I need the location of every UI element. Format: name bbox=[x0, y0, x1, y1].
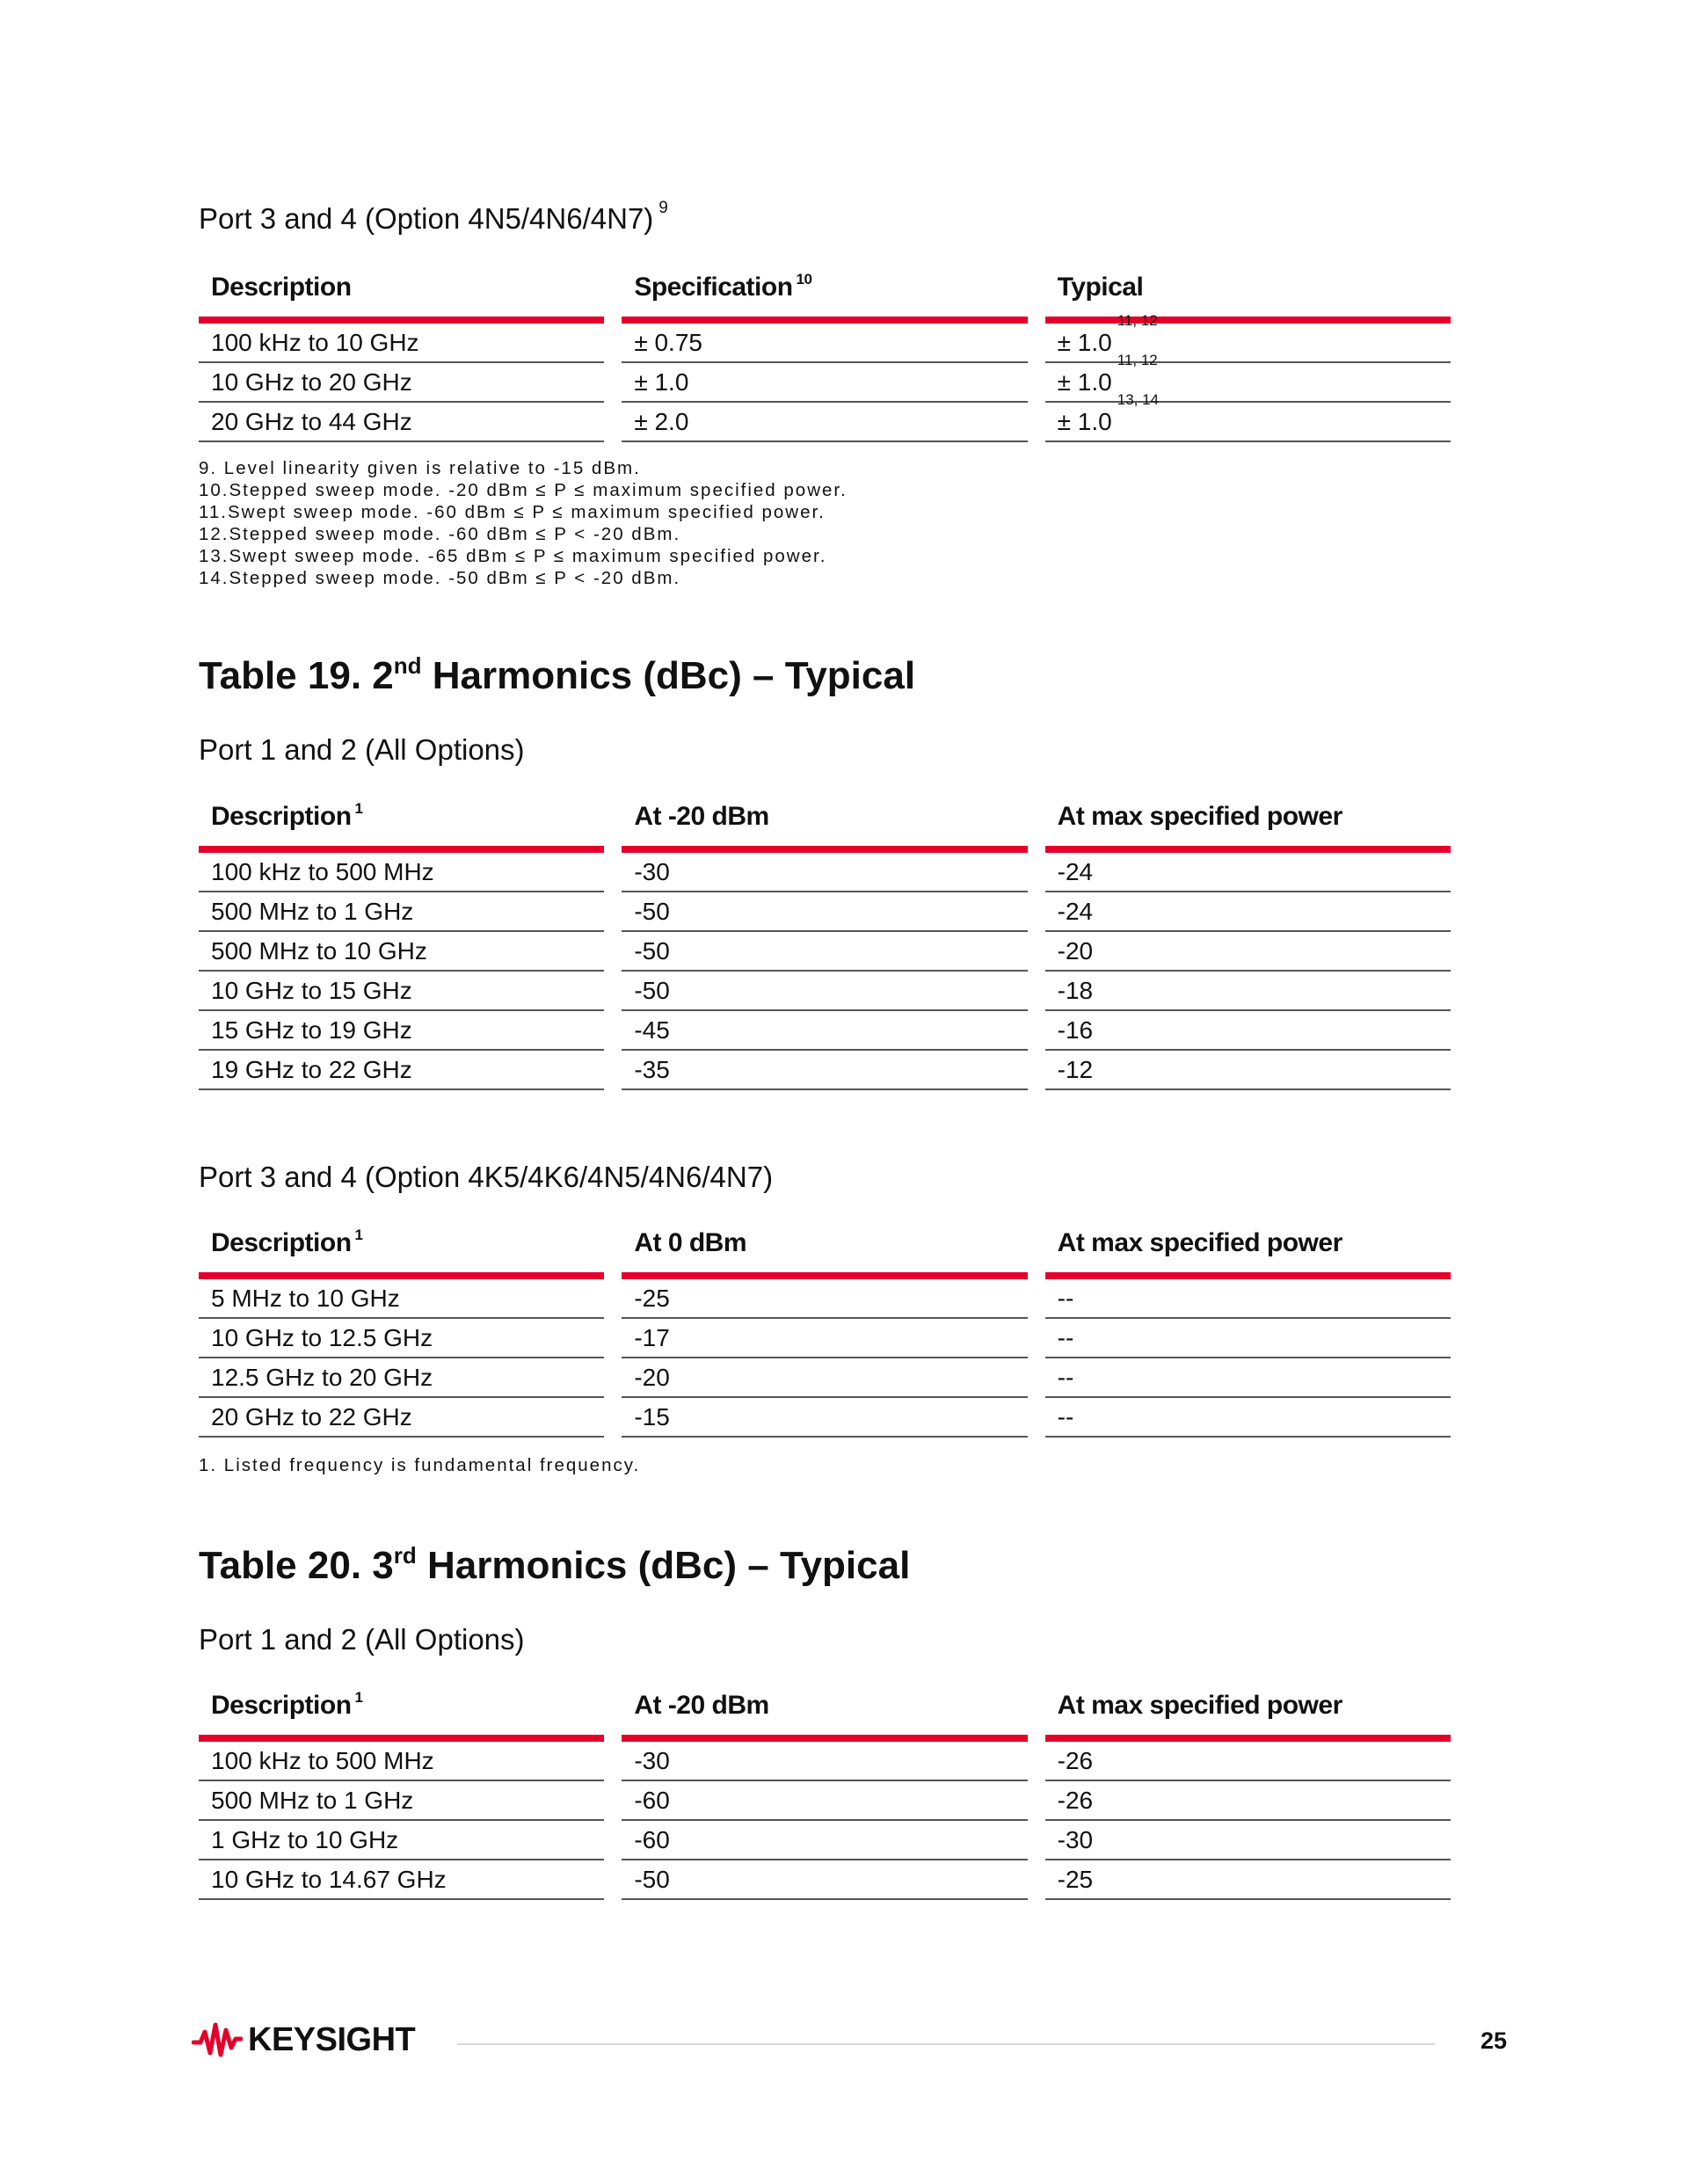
brand-wordmark: KEYSIGHT bbox=[248, 2020, 416, 2058]
table-row: 100 kHz to 500 MHz -30 -26 bbox=[199, 1742, 1451, 1781]
footnote-ref: 1 bbox=[354, 1689, 363, 1706]
table-row: 10 GHz to 12.5 GHz -17 -- bbox=[199, 1319, 1451, 1358]
footnote: 9. Level linearity given is relative to -15 dBm. bbox=[199, 458, 641, 478]
page-number: 25 bbox=[1481, 2027, 1508, 2054]
table-row: 19 GHz to 22 GHz -35 -12 bbox=[199, 1051, 1451, 1090]
table-row: 500 MHz to 1 GHz -50 -24 bbox=[199, 892, 1451, 932]
table-row: 10 GHz to 15 GHz -50 -18 bbox=[199, 972, 1451, 1011]
footer-divider bbox=[457, 2043, 1435, 2045]
keysight-wave-icon bbox=[192, 2020, 243, 2060]
footnotes bbox=[199, 457, 848, 589]
footnotes bbox=[199, 1454, 640, 1476]
column-header-description: Description bbox=[199, 264, 604, 324]
table-row: 20 GHz to 22 GHz -15 -- bbox=[199, 1398, 1451, 1438]
footnote-ref: 1 bbox=[354, 800, 363, 817]
column-header-max-power: At max specified power bbox=[1045, 1682, 1451, 1742]
column-header-max-power: At max specified power bbox=[1045, 793, 1451, 853]
section-title-port-1-2: Port 1 and 2 (All Options) bbox=[199, 1623, 525, 1656]
section-title-text: Port 3 and 4 (Option 4N5/4N6/4N7) bbox=[199, 202, 654, 235]
table-row: 5 MHz to 10 GHz -25 -- bbox=[199, 1279, 1451, 1319]
footnote-ref: 10 bbox=[796, 271, 812, 288]
column-header-level: At -20 dBm bbox=[622, 1682, 1027, 1742]
cell-specification: ± 2.0 bbox=[622, 403, 1027, 442]
footnote: 13.Swept sweep mode. -65 dBm ≤ P ≤ maximum specified power. bbox=[199, 546, 827, 566]
footnote: 12.Stepped sweep mode. -60 dBm ≤ P < -20 dBm. bbox=[199, 524, 681, 544]
cell-specification: ± 0.75 bbox=[622, 324, 1027, 363]
footnote: 1. Listed frequency is fundamental frequency. bbox=[199, 1455, 641, 1475]
column-header-specification: Specification $^{10}$ bbox=[622, 264, 1027, 324]
table-row: 15 GHz to 19 GHz -45 -16 bbox=[199, 1011, 1451, 1051]
table-row bbox=[199, 403, 1451, 442]
table-row: 500 MHz to 1 GHz -60 -26 bbox=[199, 1781, 1451, 1821]
table-20-heading: Table 20. 3rd Harmonics (dBc) – Typical bbox=[199, 1542, 911, 1587]
section-title-port-3-4: Port 3 and 4 (Option 4K5/4K6/4N5/4N6/4N7) bbox=[199, 1161, 774, 1193]
footnote: 14.Stepped sweep mode. -50 dBm ≤ P < -20 dBm. bbox=[199, 568, 681, 588]
footnote-ref: 11, 12 bbox=[1117, 312, 1158, 329]
keysight-logo bbox=[192, 2019, 415, 2061]
column-header-level: At -20 dBm bbox=[622, 793, 1027, 853]
cell-description: 20 GHz to 44 GHz bbox=[199, 403, 604, 442]
harmonics-3rd-port-1-2-table bbox=[181, 1682, 1468, 1900]
table-row bbox=[199, 324, 1451, 363]
cell-typical: ± $1.0^{11, 12}$ bbox=[1045, 363, 1451, 403]
cell-specification: ± 1.0 bbox=[622, 363, 1027, 403]
cell-typical: ± $1.0^{13, 14}$ bbox=[1045, 403, 1451, 442]
table-row: 1 GHz to 10 GHz -60 -30 bbox=[199, 1821, 1451, 1860]
column-header-description: Description $^1$ bbox=[199, 1682, 604, 1742]
footnote-ref: 11, 12 bbox=[1117, 352, 1158, 368]
column-header-level: At 0 dBm bbox=[622, 1219, 1027, 1279]
table-row: 500 MHz to 10 GHz -50 -20 bbox=[199, 932, 1451, 972]
column-header-description: Description $^1$ bbox=[199, 1219, 604, 1279]
linearity-table bbox=[181, 264, 1468, 442]
column-header-typical: Typical bbox=[1045, 264, 1451, 324]
table-row bbox=[199, 363, 1451, 403]
table-19-heading: Table 19. 2nd Harmonics (dBc) – Typical bbox=[199, 652, 916, 697]
footnote-ref: 1 bbox=[354, 1227, 363, 1243]
column-header-description: Description $^1$ bbox=[199, 793, 604, 853]
cell-typical: ± $1.0^{11, 12}$ bbox=[1045, 324, 1451, 363]
harmonics-2nd-port-3-4-table bbox=[181, 1219, 1468, 1438]
footnote-ref: 13, 14 bbox=[1117, 391, 1159, 408]
footnote: 11.Swept sweep mode. -60 dBm ≤ P ≤ maximum specified power. bbox=[199, 502, 826, 522]
footnote: 10.Stepped sweep mode. -20 dBm ≤ P ≤ maximum specified power. bbox=[199, 480, 848, 500]
section-title-port-3-4 bbox=[199, 199, 668, 236]
table-row: 10 GHz to 14.67 GHz -50 -25 bbox=[199, 1860, 1451, 1900]
section-title-port-1-2: Port 1 and 2 (All Options) bbox=[199, 733, 525, 766]
cell-description: 10 GHz to 20 GHz bbox=[199, 363, 604, 403]
harmonics-2nd-port-1-2-table bbox=[181, 793, 1468, 1090]
table-row: 100 kHz to 500 MHz -30 -24 bbox=[199, 853, 1451, 892]
cell-description: 100 kHz to 10 GHz bbox=[199, 324, 604, 363]
footnote-ref: 9 bbox=[658, 199, 668, 217]
table-row: 12.5 GHz to 20 GHz -20 -- bbox=[199, 1358, 1451, 1398]
column-header-max-power: At max specified power bbox=[1045, 1219, 1451, 1279]
